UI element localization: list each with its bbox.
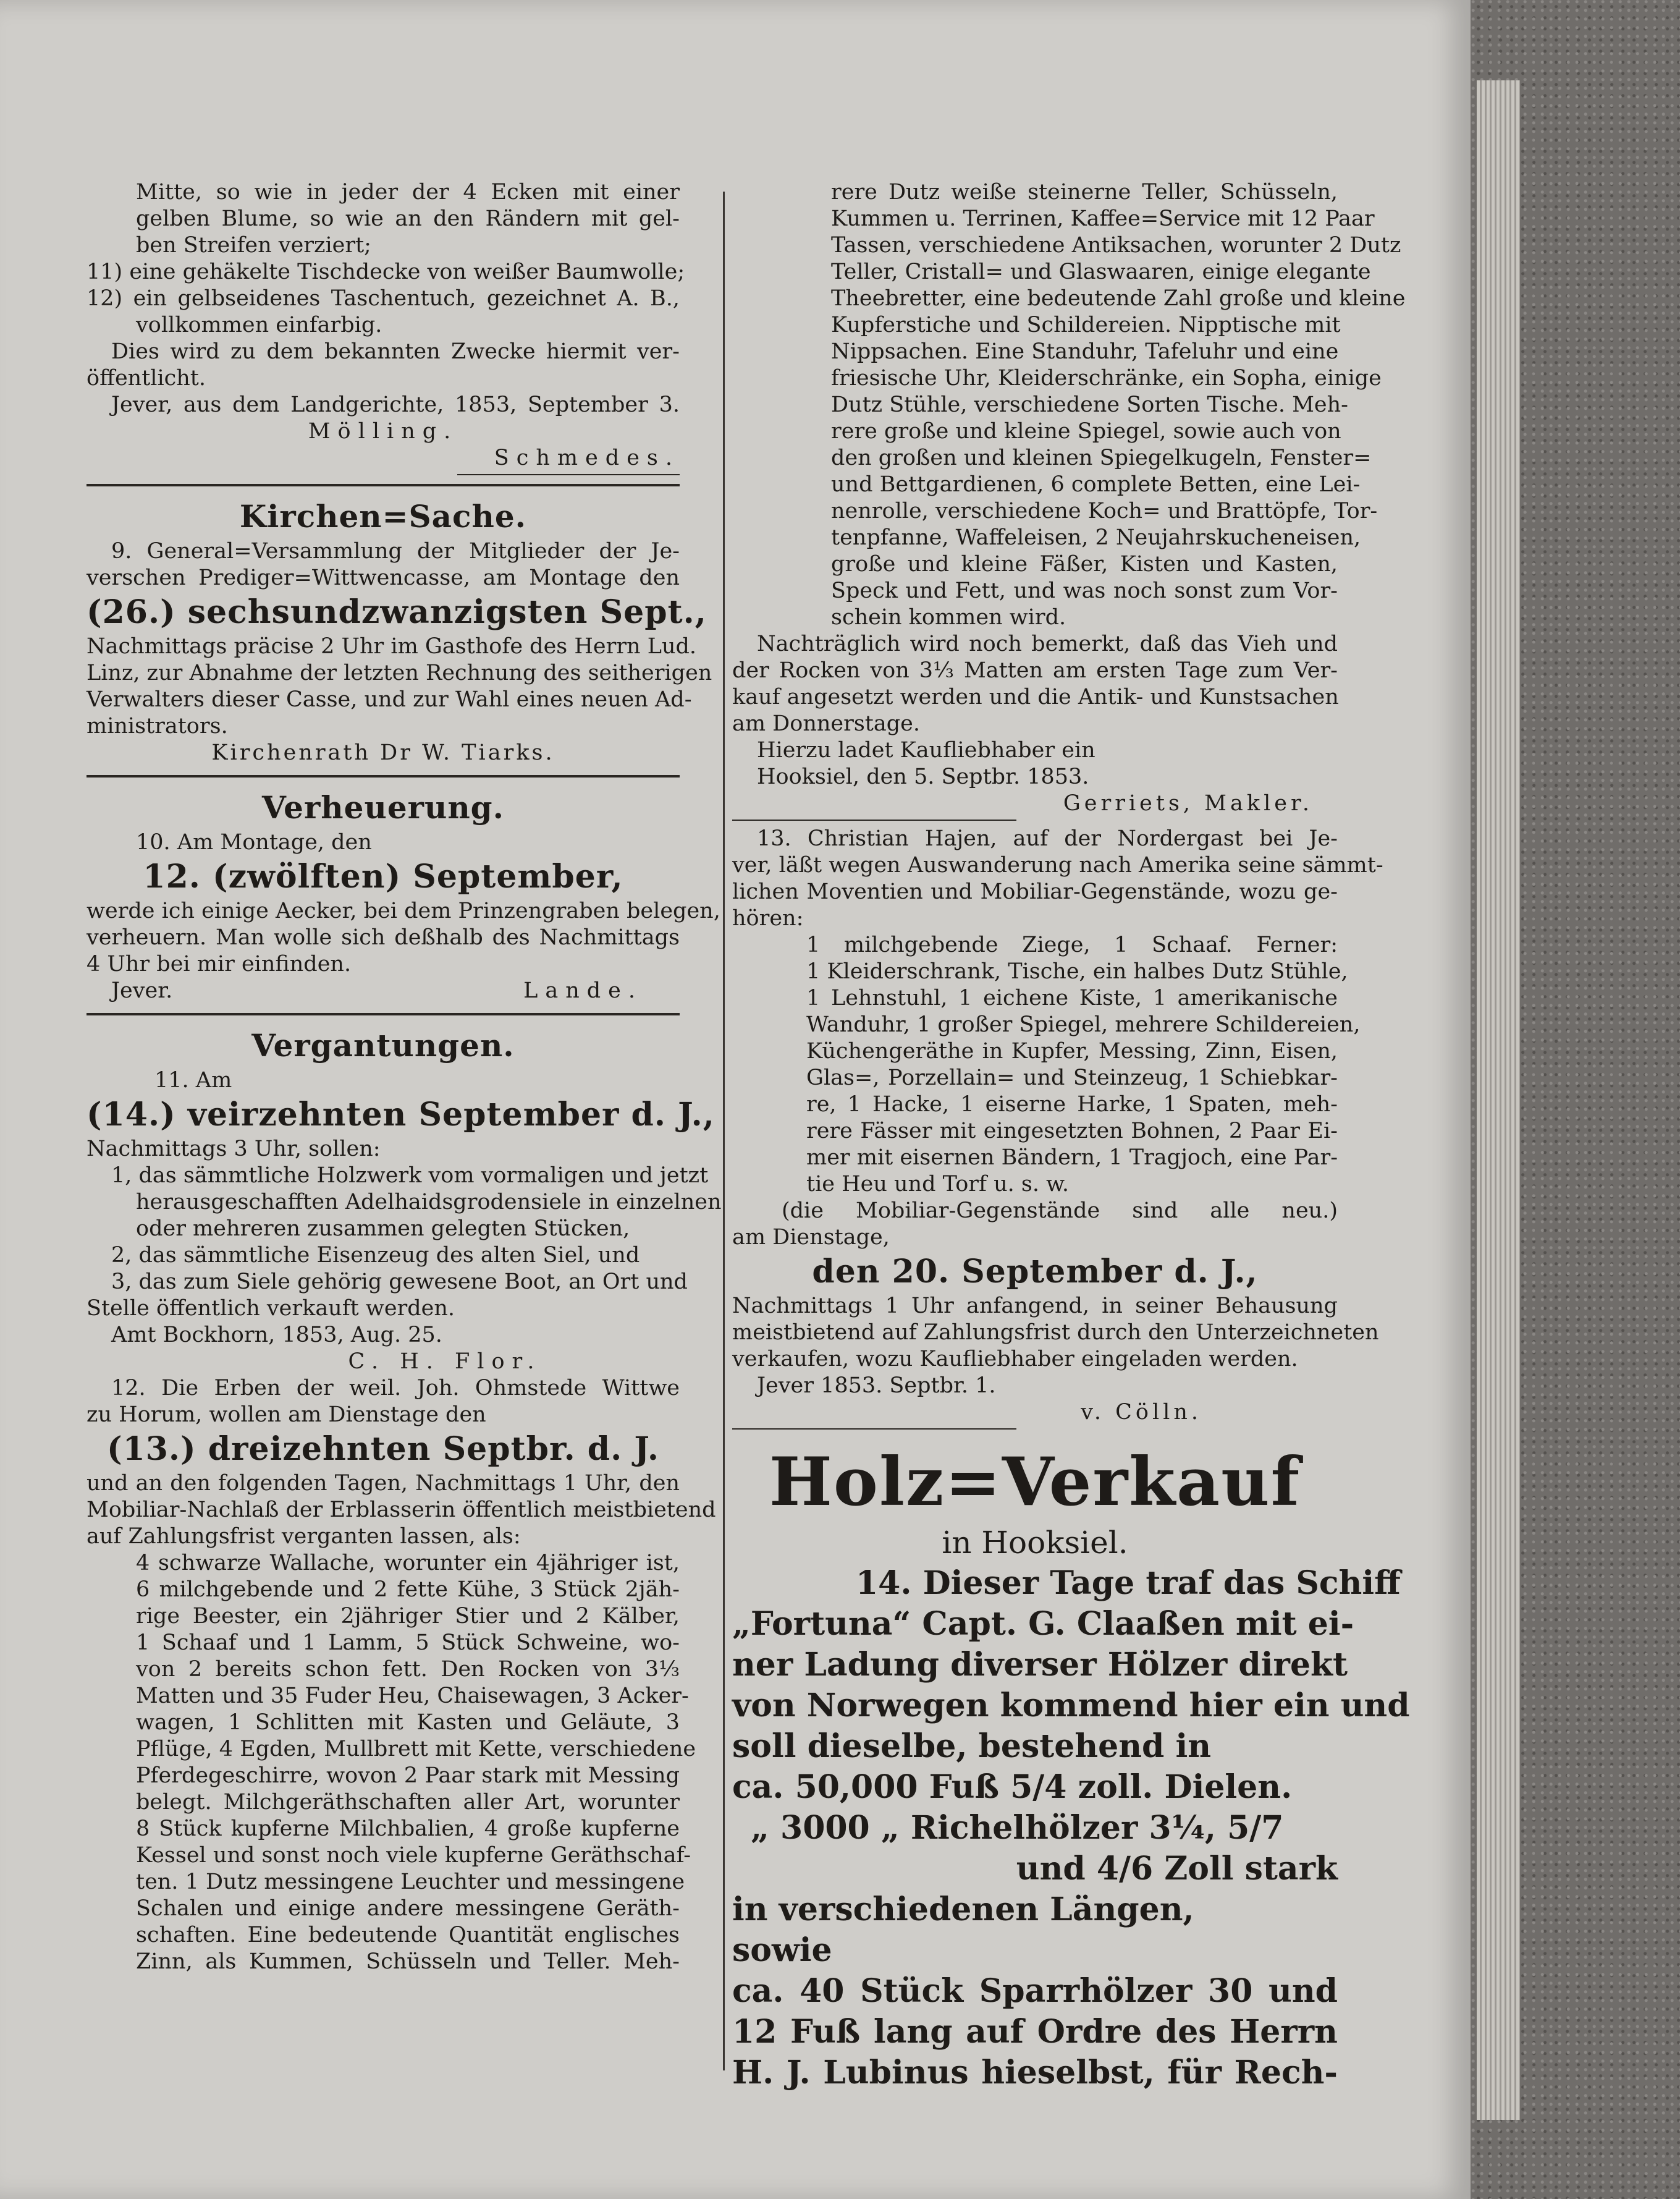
text-line: verkaufen, wozu Kaufliebhaber eingeladen werden. (732, 1347, 1298, 1371)
text-line: Nachmittags 1 Uhr anfangend, in seiner Behausung (732, 1294, 1338, 1318)
auction-date: den 20. September d. J., (812, 1253, 1258, 1290)
text-line: 4 schwarze Wallache, worunter ein 4jähriger ist, (136, 1551, 680, 1575)
text-line: Kessel und sonst noch viele kupferne Geräthschaf- (136, 1843, 691, 1868)
advert-line: „ 3000 „ Richelhölzer 3¼, 5/7 (751, 1809, 1284, 1847)
text-line: herausgeschafften Adelhaidsgrodensiele in einzelnen (136, 1190, 722, 1214)
text-line: 12) ein gelbseidenes Taschentuch, gezeichnet A. B., (87, 286, 680, 311)
text-line: Pflüge, 4 Egden, Mullbrett mit Kette, verschiedene (136, 1737, 696, 1761)
advert-line: soll dieselbe, bestehend in (732, 1727, 1212, 1765)
text-line: 3, das zum Siele gehörig gewesene Boot, an Ort und (111, 1269, 688, 1294)
text-line: Zinn, als Kummen, Schüsseln und Teller. Meh- (136, 1949, 680, 1974)
text-line: nenrolle, verschiedene Koch= und Brattöpfe, Tor- (831, 499, 1378, 523)
text-line: öffentlicht. (87, 366, 206, 391)
text-line: am Dienstage, (732, 1225, 890, 1250)
signature: Lande. (523, 978, 643, 1003)
text-line: gelben Blume, so wie an den Rändern mit gel- (136, 206, 680, 231)
text-line: belegt. Milchgeräthschaften aller Art, worunter (136, 1790, 680, 1815)
text-line: Nachträglich wird noch bemerkt, daß das Vieh und (757, 632, 1338, 656)
text-line: 1 Kleiderschrank, Tische, ein halbes Dutz Stühle, (806, 959, 1348, 984)
text-line: Hooksiel, den 5. Septbr. 1853. (757, 765, 1089, 789)
signature: Kirchenrath Dr W. Tiarks. (211, 740, 555, 765)
signature: C. H. Flor. (348, 1349, 542, 1374)
section-rule (87, 775, 680, 777)
text-line: Teller, Cristall= und Glaswaaren, einige elegante (831, 260, 1371, 284)
text-line: rige Beester, ein 2jähriger Stier und 2 Kälber, (136, 1604, 680, 1629)
text-line: Jever 1853. Septbr. 1. (757, 1373, 996, 1398)
signature: Gerriets, Makler. (1063, 791, 1313, 816)
text-line: Stelle öffentlich verkauft werden. (87, 1296, 455, 1321)
text-line: Mitte, so wie in jeder der 4 Ecken mit einer (136, 180, 680, 205)
text-line: Theebretter, eine bedeutende Zahl große und kleine (831, 286, 1406, 311)
text-line: am Donnerstage. (732, 711, 920, 736)
text-line: ministrators. (87, 714, 228, 739)
advert-line: ca. 40 Stück Sparrhölzer 30 und (732, 1972, 1338, 2010)
text-line: lichen Moventien und Mobiliar-Gegenstände, wozu ge- (732, 879, 1338, 904)
advert-line: sowie (732, 1931, 832, 1969)
advert-line: ner Ladung diverser Hölzer direkt (732, 1646, 1348, 1684)
place: Jever. (111, 978, 173, 1003)
text-line: schaften. Eine bedeutende Quantität englisches (136, 1923, 680, 1947)
text-line: 11) eine gehäkelte Tischdecke von weißer Baumwolle; (87, 260, 685, 284)
text-line: Schalen und einige andere messingene Geräth- (136, 1896, 680, 1921)
section-heading: Kirchen=Sache. (239, 498, 527, 535)
advert-line: in verschiedenen Längen, (732, 1891, 1194, 1928)
text-line: 1 milchgebende Ziege, 1 Schaaf. Ferner: (806, 933, 1338, 957)
advert-line: und 4/6 Zoll stark (1016, 1850, 1338, 1888)
text-line: 1, das sämmtliche Holzwerk vom vormaligen und jetzt (111, 1163, 709, 1188)
signature: v. Cölln. (1081, 1400, 1202, 1425)
text-line: werde ich einige Aecker, bei dem Prinzengraben belegen, (87, 899, 720, 923)
text-line: der Rocken von 3⅓ Matten am ersten Tage zum Ver- (732, 658, 1338, 683)
right-column (732, 179, 1410, 2093)
text-line: ver, läßt wegen Auswanderung nach Amerika seine sämmt- (732, 853, 1383, 878)
text-line: Jever, aus dem Landgerichte, 1853, September 3. (111, 392, 680, 417)
text-line: Glas=, Porzellain= und Steinzeug, 1 Schiebkar- (806, 1066, 1338, 1090)
text-line: friesische Uhr, Kleiderschränke, ein Sopha, einige (831, 366, 1382, 391)
text-line: verschen Prediger=Wittwencasse, am Montage den (87, 566, 680, 590)
text-line: re, 1 Hacke, 1 eiserne Harke, 1 Spaten, meh- (806, 1092, 1338, 1117)
signature: Schmedes. (494, 446, 680, 470)
text-line: vollkommen einfarbig. (136, 313, 382, 337)
text-line: verheuern. Man wolle sich deßhalb des Nachmittags (87, 925, 680, 950)
text-line: von 2 bereits schon fett. Den Rocken von 3⅓ (136, 1657, 680, 1682)
text-line: Wanduhr, 1 großer Spiegel, mehrere Schildereien, (806, 1012, 1361, 1037)
text-line: Matten und 35 Fuder Heu, Chaisewagen, 3 Acker- (136, 1684, 689, 1708)
auction-date: (13.) dreizehnten Septbr. d. J. (106, 1430, 660, 1468)
text-line: Linz, zur Abnahme der letzten Rechnung des seitherigen (87, 661, 712, 685)
text-line: 4 Uhr bei mir einfinden. (87, 952, 352, 977)
text-line: Kummen u. Terrinen, Kaffee=Service mit 12 Paar (831, 206, 1375, 231)
text-line: 12. Die Erben der weil. Joh. Ohmstede Wittwe (111, 1376, 680, 1400)
text-line: 2, das sämmtliche Eisenzeug des alten Siel, und (111, 1243, 640, 1268)
text-line: (die Mobiliar-Gegenstände sind alle neu.) (782, 1198, 1338, 1223)
text-line: meistbietend auf Zahlungsfrist durch den Unterzeichneten (732, 1320, 1379, 1345)
short-rule (457, 474, 680, 475)
text-line: ten. 1 Dutz messingene Leuchter und messingene (136, 1870, 685, 1894)
advert-line: H. J. Lubinus hieselbst, für Rech- (732, 2054, 1338, 2091)
text-line: Pferdegeschirre, wovon 2 Paar stark mit Messing (136, 1763, 680, 1788)
text-line: Mobiliar-Nachlaß der Erblasserin öffentlich meistbietend (87, 1498, 716, 1522)
text-line: 8 Stück kupferne Milchbalien, 4 große kupferne (136, 1816, 680, 1841)
text-line: kauf angesetzt werden und die Antik- und Kunstsachen (732, 685, 1339, 710)
text-line: Hierzu ladet Kaufliebhaber ein (757, 738, 1095, 763)
advert-line: 14. Dieser Tage traf das Schiff (856, 1564, 1401, 1602)
text-line: ben Streifen verziert; (136, 233, 371, 258)
text-line: 1 Schaaf und 1 Lamm, 5 Stück Schweine, wo- (136, 1630, 680, 1655)
text-line: mer mit eisernen Bändern, 1 Tragjoch, eine Par- (806, 1145, 1338, 1170)
text-line: hören: (732, 906, 804, 931)
advert-line: 12 Fuß lang auf Ordre des Herrn (732, 2013, 1338, 2051)
advert-line: „Fortuna“ Capt. G. Claaßen mit ei- (732, 1605, 1354, 1643)
text-line: tie Heu und Torf u. s. w. (806, 1172, 1070, 1197)
text-line: 13. Christian Hajen, auf der Nordergast bei Je- (757, 826, 1338, 851)
text-line: und an den folgenden Tagen, Nachmittags 1 Uhr, den (87, 1471, 680, 1496)
text-line: 1 Lehnstuhl, 1 eichene Kiste, 1 amerikanische (806, 986, 1338, 1011)
text-line: Speck und Fett, und was noch sonst zum Vor- (831, 578, 1338, 603)
auction-date: 12. (zwölften) September, (143, 858, 623, 896)
text-line: rere Fässer mit eingesetzten Bohnen, 2 Paar Ei- (806, 1119, 1338, 1143)
advert-title: Holz=Verkauf (769, 1443, 1301, 1521)
left-column (87, 179, 722, 1975)
section-rule (87, 484, 680, 486)
short-rule (732, 1428, 1016, 1430)
text-line: Dies wird zu dem bekannten Zwecke hiermit ver- (111, 339, 680, 364)
advert-line: ca. 50,000 Fuß 5/4 zoll. Dielen. (732, 1768, 1293, 1806)
text-line: tenpfanne, Waffeleisen, 2 Neujahrskucheneisen, (831, 525, 1361, 550)
place-signature-row (87, 978, 680, 1004)
text-line: oder mehreren zusammen gelegten Stücken, (136, 1216, 630, 1241)
text-line: wagen, 1 Schlitten mit Kasten und Geläute, 3 (136, 1710, 680, 1735)
short-rule (732, 820, 1016, 821)
text-line: Kupferstiche und Schildereien. Nipptische mit (831, 313, 1341, 337)
text-line: Tassen, verschiedene Antiksachen, worunter 2 Dutz (831, 233, 1401, 258)
column-divider (723, 192, 725, 2070)
text-line: Nachmittags 3 Uhr, sollen: (87, 1137, 381, 1161)
text-line: schein kommen wird. (831, 605, 1066, 630)
text-line: 11. Am (154, 1068, 232, 1093)
advert-line: von Norwegen kommend hier ein und (732, 1687, 1410, 1724)
text-line: zu Horum, wollen am Dienstage den (87, 1402, 486, 1427)
text-line: Amt Bockhorn, 1853, Aug. 25. (111, 1323, 442, 1347)
text-line: Nippsachen. Eine Standuhr, Tafeluhr und eine (831, 339, 1339, 364)
text-line: 9. General=Versammlung der Mitglieder der Je- (111, 539, 680, 564)
section-heading: Vergantungen. (251, 1027, 515, 1064)
auction-date: (26.) sechsundzwanzigsten Sept., (87, 593, 707, 631)
page-edge-stack (1477, 80, 1520, 2120)
text-line: rere große und kleine Spiegel, sowie auch von (831, 419, 1341, 444)
text-line: Dutz Stühle, verschiedene Sorten Tische. Meh- (831, 392, 1348, 417)
text-line: auf Zahlungsfrist verganten lassen, als: (87, 1524, 521, 1549)
section-rule (87, 1013, 680, 1015)
text-line: den großen und kleinen Spiegelkugeln, Fenster= (831, 446, 1372, 470)
text-line: und Bettgardienen, 6 complete Betten, eine Lei- (831, 472, 1361, 497)
advert-subtitle: in Hooksiel. (942, 1525, 1128, 1561)
text-line: 10. Am Montage, den (136, 830, 372, 855)
signature: Mölling. (308, 419, 458, 444)
text-line: rere Dutz weiße steinerne Teller, Schüsseln, (831, 180, 1338, 205)
section-heading: Verheuerung. (261, 789, 505, 826)
text-line: große und kleine Fäßer, Kisten und Kasten, (831, 552, 1338, 577)
auction-date: (14.) veirzehnten September d. J., (87, 1096, 715, 1133)
text-line: Verwalters dieser Casse, und zur Wahl eines neuen Ad- (87, 687, 692, 712)
text-line: Nachmittags präcise 2 Uhr im Gasthofe des Herrn Lud. (87, 634, 697, 659)
text-line: 6 milchgebende und 2 fette Kühe, 3 Stück 2jäh- (136, 1577, 680, 1602)
text-line: Küchengeräthe in Kupfer, Messing, Zinn, Eisen, (806, 1039, 1338, 1064)
